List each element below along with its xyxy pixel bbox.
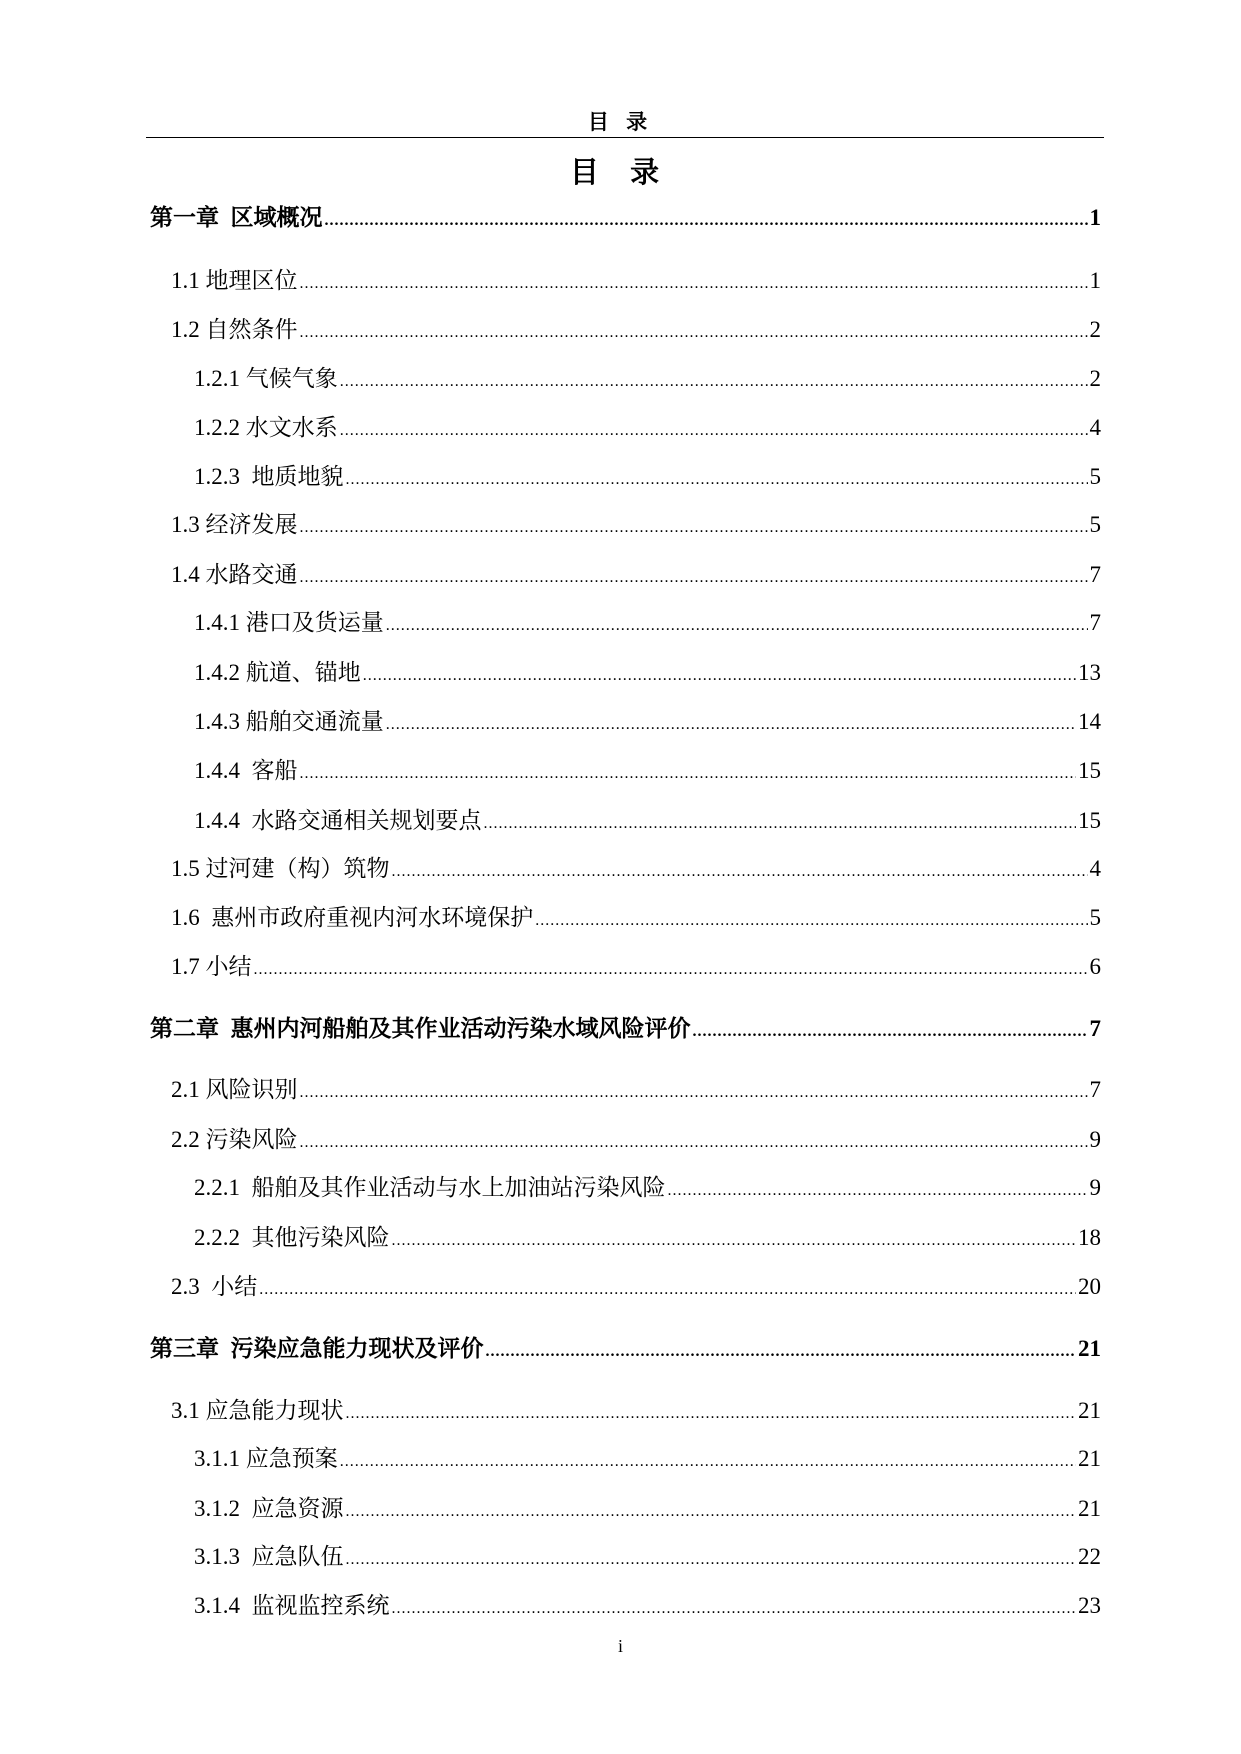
toc-entry[interactable]: [194, 1587, 1101, 1617]
toc-entry-label: 1.4.2 航道、锚地: [194, 660, 361, 685]
toc-entry-label: 2.3 小结: [171, 1274, 258, 1299]
toc-entry[interactable]: [171, 262, 1101, 292]
toc-entry-page: 20: [1078, 1274, 1101, 1299]
toc-entry-page: 23: [1078, 1593, 1101, 1618]
toc-entry[interactable]: [194, 703, 1101, 733]
toc-entry-label: 1.2.1 气候气象: [194, 366, 338, 391]
dot-leader: [300, 569, 1088, 587]
toc-entry-label: 1.4 水路交通: [171, 562, 298, 587]
dot-leader: [363, 667, 1076, 685]
dot-leader: [300, 1084, 1088, 1102]
toc-entry-page: 2: [1089, 366, 1101, 391]
dot-leader: [346, 1551, 1077, 1569]
toc-entry-page: 1: [1089, 205, 1101, 230]
toc-entry[interactable]: [194, 1490, 1101, 1520]
toc-entry[interactable]: [171, 1071, 1101, 1101]
toc-entry-page: 5: [1089, 905, 1101, 930]
toc-entry-page: 1: [1089, 268, 1101, 293]
header-rule: [146, 137, 1104, 138]
toc-entry[interactable]: [171, 311, 1101, 341]
toc-entry-page: 5: [1089, 512, 1101, 537]
toc-entry-label: 1.2 自然条件: [171, 317, 298, 342]
toc-entry[interactable]: [194, 1169, 1101, 1199]
toc-entry-page: 14: [1078, 709, 1101, 734]
toc-entry-page: 21: [1078, 1496, 1101, 1521]
toc-entry[interactable]: [171, 899, 1101, 929]
toc-entry-page: 15: [1078, 808, 1101, 833]
toc-entry-label: 1.7 小结: [171, 954, 252, 979]
toc-entry[interactable]: [194, 604, 1101, 634]
dot-leader: [486, 1343, 1077, 1361]
toc-entry-label: 3.1.1 应急预案: [194, 1446, 338, 1471]
toc-entry-page: 7: [1089, 610, 1101, 635]
dot-leader: [392, 1600, 1077, 1618]
toc-entry-page: 9: [1089, 1127, 1101, 1152]
dot-leader: [693, 1023, 1088, 1041]
dot-leader: [668, 1182, 1088, 1200]
page-number: i: [617, 1636, 623, 1656]
dot-leader: [325, 212, 1088, 230]
toc-entry-label: 1.4.3 船舶交通流量: [194, 709, 384, 734]
dot-leader: [254, 961, 1088, 979]
dot-leader: [300, 324, 1088, 342]
toc-entry-label: 2.1 风险识别: [171, 1077, 298, 1102]
toc-entry-page: 22: [1078, 1544, 1101, 1569]
toc-entry[interactable]: [171, 556, 1101, 586]
toc-entry[interactable]: [194, 1538, 1101, 1568]
toc-entry[interactable]: [150, 199, 1101, 229]
toc-entry-label: 第一章 区域概况: [150, 205, 323, 230]
dot-leader: [300, 1134, 1088, 1152]
toc-entry-page: 4: [1089, 415, 1101, 440]
toc-entry-label: 3.1 应急能力现状: [171, 1398, 344, 1423]
toc-entry-page: 9: [1089, 1175, 1101, 1200]
toc-entry-label: 3.1.3 应急队伍: [194, 1544, 344, 1569]
toc-entry-label: 第三章 污染应急能力现状及评价: [150, 1336, 484, 1361]
dot-leader: [300, 765, 1077, 783]
toc-entry-label: 1.4.4 水路交通相关规划要点: [194, 808, 482, 833]
toc-entry-page: 21: [1078, 1398, 1101, 1423]
page-title: 目 录: [569, 157, 672, 189]
toc-entry[interactable]: [171, 1121, 1101, 1151]
dot-leader: [259, 1281, 1076, 1299]
toc-entry-label: 第二章 惠州内河船舶及其作业活动污染水域风险评价: [150, 1016, 691, 1041]
toc-entry-label: 1.5 过河建（构）筑物: [171, 856, 390, 881]
dot-leader: [535, 912, 1087, 930]
toc-entry-page: 18: [1078, 1225, 1101, 1250]
toc-entry[interactable]: [194, 409, 1101, 439]
toc-entry[interactable]: [171, 506, 1101, 536]
toc-entry-page: 5: [1089, 464, 1101, 489]
toc-entry[interactable]: [194, 458, 1101, 488]
dot-leader: [386, 716, 1076, 734]
toc-entry-label: 2.2 污染风险: [171, 1127, 298, 1152]
dot-leader: [340, 373, 1088, 391]
toc-entry-label: 2.2.2 其他污染风险: [194, 1225, 390, 1250]
toc-entry-page: 6: [1089, 954, 1101, 979]
toc-entry-label: 1.6 惠州市政府重视内河水环境保护: [171, 905, 534, 930]
toc-entry-page: 15: [1078, 758, 1101, 783]
toc-entry-page: 7: [1089, 1077, 1101, 1102]
toc-entry[interactable]: [150, 1330, 1101, 1360]
toc-entry[interactable]: [194, 360, 1101, 390]
toc-entry-label: 1.3 经济发展: [171, 512, 298, 537]
toc-entry[interactable]: [171, 1268, 1101, 1298]
toc-entry-page: 21: [1078, 1446, 1101, 1471]
toc-entry-page: 4: [1089, 856, 1101, 881]
dot-leader: [386, 617, 1088, 635]
toc-entry-page: 7: [1089, 1016, 1101, 1041]
dot-leader: [346, 471, 1088, 489]
toc-entry[interactable]: [171, 850, 1101, 880]
dot-leader: [484, 815, 1077, 833]
toc-entry-page: 21: [1078, 1336, 1101, 1361]
toc-entry-label: 2.2.1 船舶及其作业活动与水上加油站污染风险: [194, 1175, 666, 1200]
toc-entry[interactable]: [194, 1440, 1101, 1470]
running-header: 目 录: [587, 110, 654, 134]
toc-entry-label: 1.4.1 港口及货运量: [194, 610, 384, 635]
dot-leader: [340, 422, 1088, 440]
toc-entry-label: 3.1.2 应急资源: [194, 1496, 344, 1521]
dot-leader: [392, 1232, 1077, 1250]
toc-entry-page: 2: [1089, 317, 1101, 342]
toc-entry[interactable]: [194, 1219, 1101, 1249]
toc-entry-label: 1.2.2 水文水系: [194, 415, 338, 440]
dot-leader: [340, 1453, 1076, 1471]
toc-entry-label: 3.1.4 监视监控系统: [194, 1593, 390, 1618]
toc-entry[interactable]: [171, 1392, 1101, 1422]
toc-entry[interactable]: [194, 752, 1101, 782]
toc-entry[interactable]: [150, 1010, 1101, 1040]
dot-leader: [300, 275, 1088, 293]
dot-leader: [346, 1503, 1077, 1521]
toc-entry-page: 13: [1078, 660, 1101, 685]
toc-entry-label: 1.1 地理区位: [171, 268, 298, 293]
toc-entry[interactable]: [194, 654, 1101, 684]
toc-entry-label: 1.4.4 客船: [194, 758, 298, 783]
toc-entry-page: 7: [1089, 562, 1101, 587]
dot-leader: [392, 863, 1088, 881]
toc-entry[interactable]: [171, 948, 1101, 978]
dot-leader: [346, 1405, 1077, 1423]
dot-leader: [300, 519, 1088, 537]
toc-entry-label: 1.2.3 地质地貌: [194, 464, 344, 489]
toc-entry[interactable]: [194, 802, 1101, 832]
